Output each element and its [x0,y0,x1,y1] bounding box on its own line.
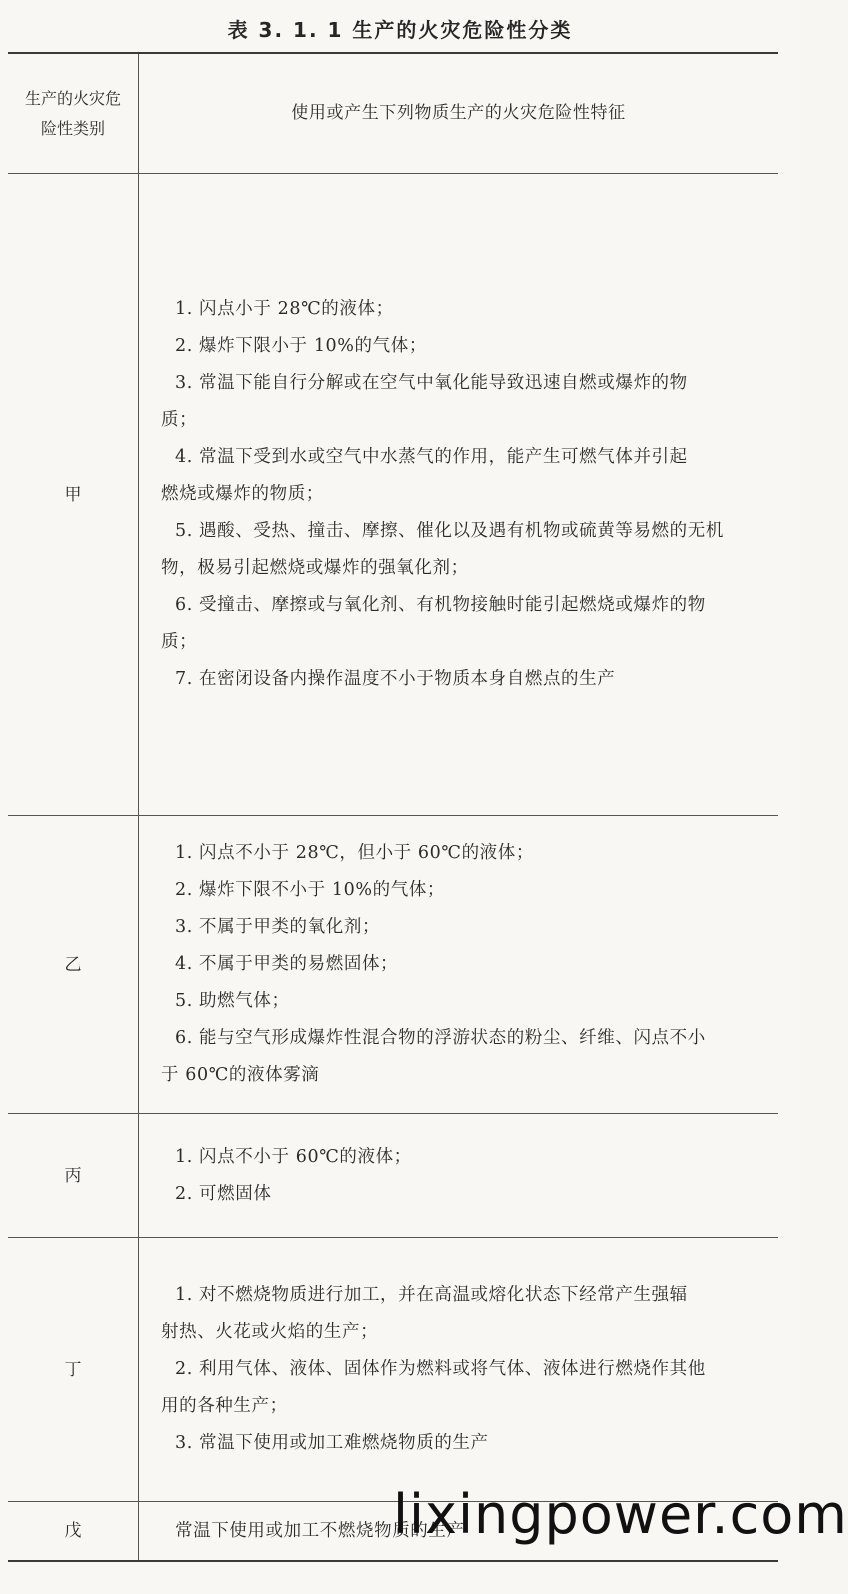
feature-line: 3. 常温下使用或加工难燃烧物质的生产 [175,1433,489,1453]
feature-line: 1. 闪点不小于 60℃的液体； [175,1146,412,1167]
feature-line: 3. 不属于甲类的氧化剂； [175,917,381,937]
feature-line: 5. 助燃气体； [175,991,290,1011]
feature-line: 于 60℃的液体雾滴 [161,1065,320,1085]
feature-line: 2. 可燃固体 [175,1183,272,1204]
feature-line: 燃烧或爆炸的物质； [161,484,324,504]
category-cell: 丁 [8,1238,139,1501]
fire-hazard-classification-table [8,52,778,1562]
features-cell [139,1238,778,1501]
category-cell: 甲 [8,174,139,815]
feature-line: 4. 不属于甲类的易燃固体； [175,954,399,974]
feature-line: 用的各种生产； [161,1396,288,1416]
feature-line: 物，极易引起燃烧或爆炸的强氧化剂； [161,558,469,578]
feature-line: 6. 能与空气形成爆炸性混合物的浮游状态的粉尘、纤维、闪点不小 [175,1028,706,1048]
table-title: 表 3. 1. 1 生产的火灾危险性分类 [227,18,573,42]
category-cell: 丙 [8,1114,139,1237]
feature-line: 5. 遇酸、受热、撞击、摩擦、催化以及遇有机物或硫黄等易燃的无机 [175,521,724,541]
header-features-cell: 使用或产生下列物质生产的火灾危险性特征 [291,103,626,123]
feature-line: 4. 常温下受到水或空气中水蒸气的作用，能产生可燃气体并引起 [175,447,688,467]
feature-line: 1. 闪点小于 28℃的液体； [175,299,394,319]
feature-line: 6. 受撞击、摩擦或与氧化剂、有机物接触时能引起燃烧或爆炸的物 [175,595,706,615]
watermark-text: lixingpower.com [393,1483,848,1546]
feature-line: 质； [161,410,198,430]
feature-line: 射热、火花或火焰的生产； [161,1322,379,1342]
header-category-cell: 生产的火灾危险性类别 [8,54,139,173]
features-cell [139,1114,778,1237]
table-header-row [8,54,778,174]
table-row-yi [8,816,778,1114]
table-row-jia [8,174,778,816]
feature-line: 3. 常温下能自行分解或在空气中氧化能导致迅速自燃或爆炸的物 [175,373,688,393]
feature-line: 1. 对不燃烧物质进行加工，并在高温或熔化状态下经常产生强辐 [175,1285,688,1305]
feature-line: 7. 在密闭设备内操作温度不小于物质本身自燃点的生产 [175,669,616,689]
feature-line: 2. 爆炸下限小于 10%的气体； [175,336,427,356]
feature-line: 1. 闪点不小于 28℃，但小于 60℃的液体； [175,843,534,863]
features-cell [139,816,778,1113]
table-row-ding [8,1238,778,1502]
table-row-bing [8,1114,778,1238]
feature-line: 质； [161,632,198,652]
category-cell: 戊 [8,1502,139,1560]
feature-line: 2. 利用气体、液体、固体作为燃料或将气体、液体进行燃烧作其他 [175,1359,706,1379]
features-cell [139,174,778,815]
feature-line: 常温下使用或加工不燃烧物质的生产 [175,1520,465,1541]
feature-line: 2. 爆炸下限不小于 10%的气体； [175,880,446,900]
category-cell: 乙 [8,816,139,1113]
